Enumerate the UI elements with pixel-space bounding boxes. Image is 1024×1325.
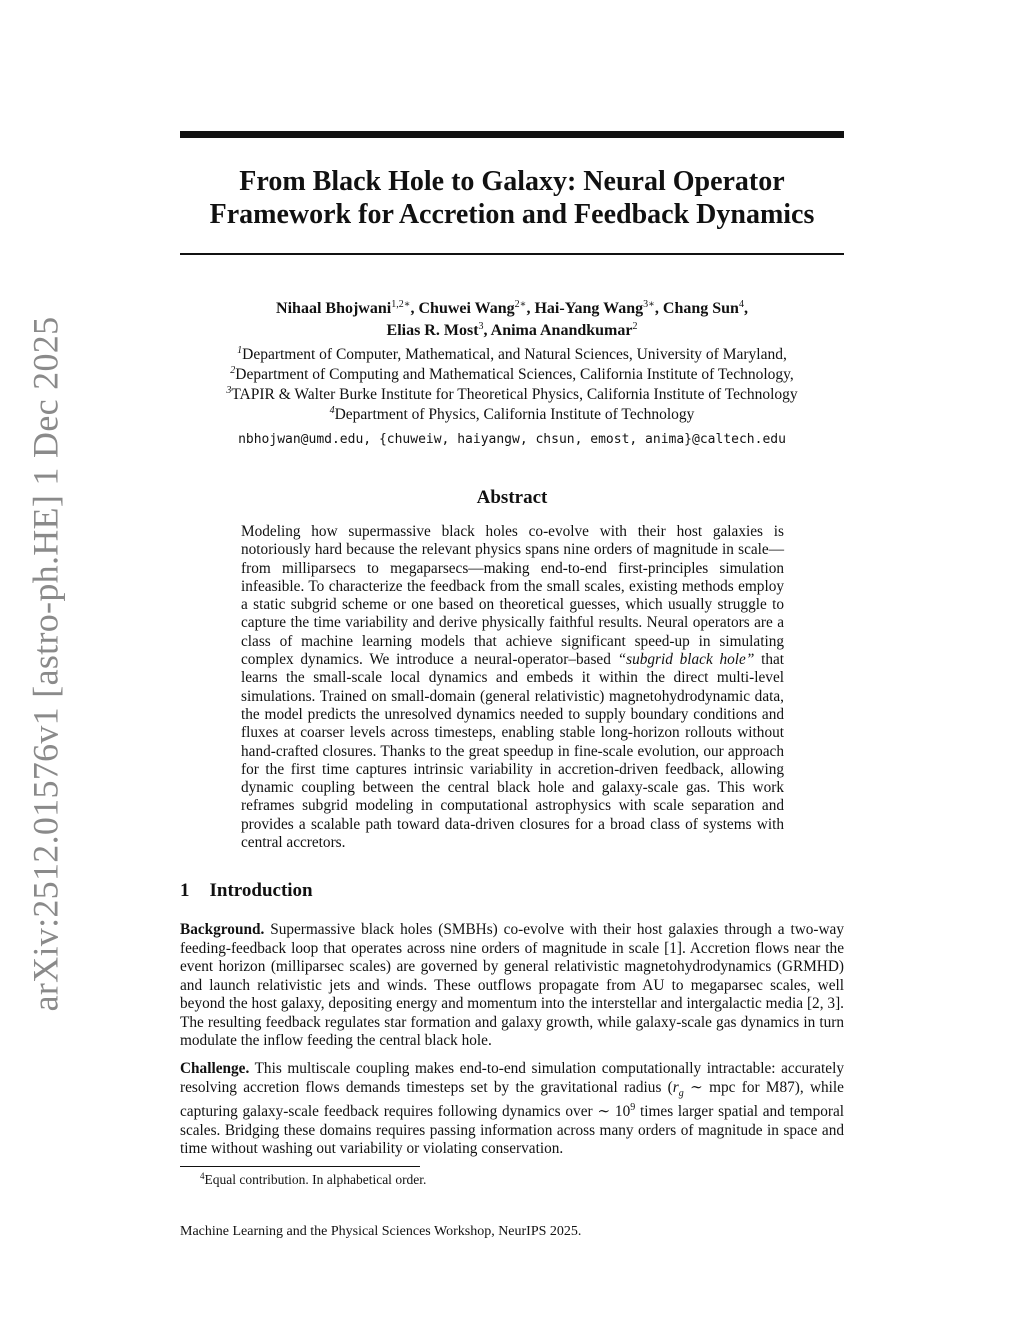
affiliation-text: Department of Physics, California Institute of Technology — [334, 406, 695, 423]
affiliation-marker: 2 — [230, 365, 236, 376]
abstract-emphasis: “subgrid black hole” — [617, 651, 755, 669]
affiliation-item — [180, 345, 844, 365]
venue-line: Machine Learning and the Physical Sciences Workshop, NeurIPS 2025. — [180, 1224, 582, 1239]
abstract-text-part-1: Modeling how supermassive black holes co-evolve with their host galaxies is notoriously hard because the relevant physics spans nine orders of magnitude in scale—from milliparsecs to megaparsecs—making end-to-end first-principles simulation infeasible. To characterize the feedback from the small scales, existing methods employ a static subgrid scheme or one based on theoretical guesses, which usually struggle to capture the time variability and derive physically faithful results. Neural operators are a class of machine learning models that achieve significant speed-up in simulating complex dynamics. We introduce a neural-operator–based — [241, 523, 784, 669]
background-paragraph — [180, 921, 844, 1051]
section-heading — [180, 880, 313, 902]
author-separator: , — [483, 322, 491, 339]
footnote-rule — [180, 1166, 420, 1167]
abstract-heading: Abstract — [476, 487, 548, 508]
math-exponent: 9 — [630, 1102, 636, 1114]
author-line-1 — [180, 298, 844, 320]
title-bottom-rule — [180, 253, 844, 255]
challenge-text-1: This multiscale coupling makes end-to-end simulation computationally intractable: accurately resolving accretion flows demands timesteps set by the gravitational radius ( — [180, 1060, 844, 1096]
author-affil-marker: 2∗ — [514, 299, 527, 310]
challenge-label: Challenge. — [180, 1060, 250, 1077]
author-name: Hai-Yang Wang — [534, 300, 644, 317]
author-name: Chuwei Wang — [418, 300, 515, 317]
author-name: Chang Sun — [662, 300, 739, 317]
affiliation-item — [180, 365, 844, 385]
affiliation-marker: 3 — [226, 385, 232, 396]
challenge-text-3: times larger spatial and temporal scales. Bridging these domains requires passing information across many orders of magnitude in space and time without washing out variability or violating conservation. — [180, 1103, 844, 1158]
title-line-1: From Black Hole to Galaxy: Neural Operator — [239, 166, 785, 197]
affiliation-text: TAPIR & Walter Burke Institute for Theoretical Physics, California Institute of Technology — [231, 386, 798, 403]
title-top-rule — [180, 131, 844, 138]
background-label: Background. — [180, 921, 265, 938]
abstract-body — [241, 523, 784, 852]
footnote — [200, 1172, 426, 1188]
author-list — [180, 298, 844, 342]
math-sim-mpc: ∼ mpc — [683, 1078, 736, 1096]
author-name: Nihaal Bhojwani — [276, 300, 392, 317]
author-affil-marker: 3∗ — [643, 299, 655, 310]
author-affil-marker: 4 — [738, 299, 744, 310]
author-separator: , — [654, 300, 663, 317]
affiliation-list — [180, 345, 844, 425]
author-name: Anima Anandkumar — [490, 322, 633, 339]
math-rg-subscript: g — [678, 1087, 684, 1099]
author-separator: , — [410, 300, 419, 317]
background-text: Supermassive black holes (SMBHs) co-evolve with their host galaxies through a two-way feeding-feedback loop that operates across nine orders of magnitude in scale [1]. Accretion flows near the event horizon (milliparsec scales) are governed by general relativistic magnetohydrodynamics (GRMHD) and launch relativistic jets and winds. These outflows propagate from AU to megaparsec scales, well beyond the host galaxy, depositing energy and momentum into the interstellar and intergalactic media [2, 3]. The resulting feedback regulates star formation and galaxy growth, while galaxy-scale gas dynamics in turn modulate the inflow feeding the central black hole. — [180, 921, 844, 1049]
footnote-marker: 4 — [200, 1171, 205, 1181]
arxiv-stamp-text: arXiv:2512.01576v1 [astro-ph.HE] 1 Dec 2025 — [25, 316, 66, 1012]
abstract-text-part-2: that learns the small-scale local dynamics and embeds it within the direct multi-level simulations. Trained on small-domain (general relativistic) magnetohydrodynamic data, the model predicts the unresolved dynamics needed to supply boundary conditions and fluxes at coarser levels across timesteps, enabling stable long-horizon rollouts without hand-crafted closures. Thanks to the great speedup in fine-scale evolution, our approach for the first time captures intrinsic variability in accretion-driven feedback, allowing dynamic coupling between the central black hole and galaxy-scale gas. This work reframes subgrid modeling in computational astrophysics with scale separation and provides a scalable path toward data-driven closures for a broad class of systems with central accretors. — [241, 651, 785, 852]
author-affil-marker: 3 — [478, 321, 484, 332]
author-name: Elias R. Most — [386, 322, 479, 339]
author-line-2 — [180, 320, 844, 342]
arxiv-stamp — [20, 316, 70, 1012]
affiliation-marker: 4 — [329, 405, 335, 416]
author-separator: , — [743, 300, 748, 317]
challenge-paragraph — [180, 1060, 844, 1159]
affiliation-text: Department of Computing and Mathematical Sciences, California Institute of Technology, — [235, 366, 794, 383]
math-rg: r — [672, 1078, 679, 1096]
author-separator: , — [526, 300, 535, 317]
author-affil-marker: 1,2∗ — [391, 299, 411, 310]
footnote-text: Equal contribution. In alphabetical order. — [204, 1172, 427, 1187]
paper-title — [180, 165, 844, 231]
title-line-2: Framework for Accretion and Feedback Dynamics — [209, 199, 815, 230]
challenge-text-2: for M87), while capturing galaxy-scale feedback requires following dynamics over ∼ 10 — [180, 1078, 844, 1121]
author-emails: nbhojwan@umd.edu, {chuweiw, haiyangw, chsun, emost, anima}@caltech.edu — [238, 432, 786, 447]
section-number: 1 — [180, 880, 190, 901]
affiliation-marker: 1 — [237, 345, 243, 356]
affiliation-item — [180, 405, 844, 425]
affiliation-item — [180, 385, 844, 405]
section-title: Introduction — [209, 880, 313, 901]
affiliation-text: Department of Computer, Mathematical, and Natural Sciences, University of Maryland, — [242, 346, 787, 363]
author-affil-marker: 2 — [632, 321, 638, 332]
